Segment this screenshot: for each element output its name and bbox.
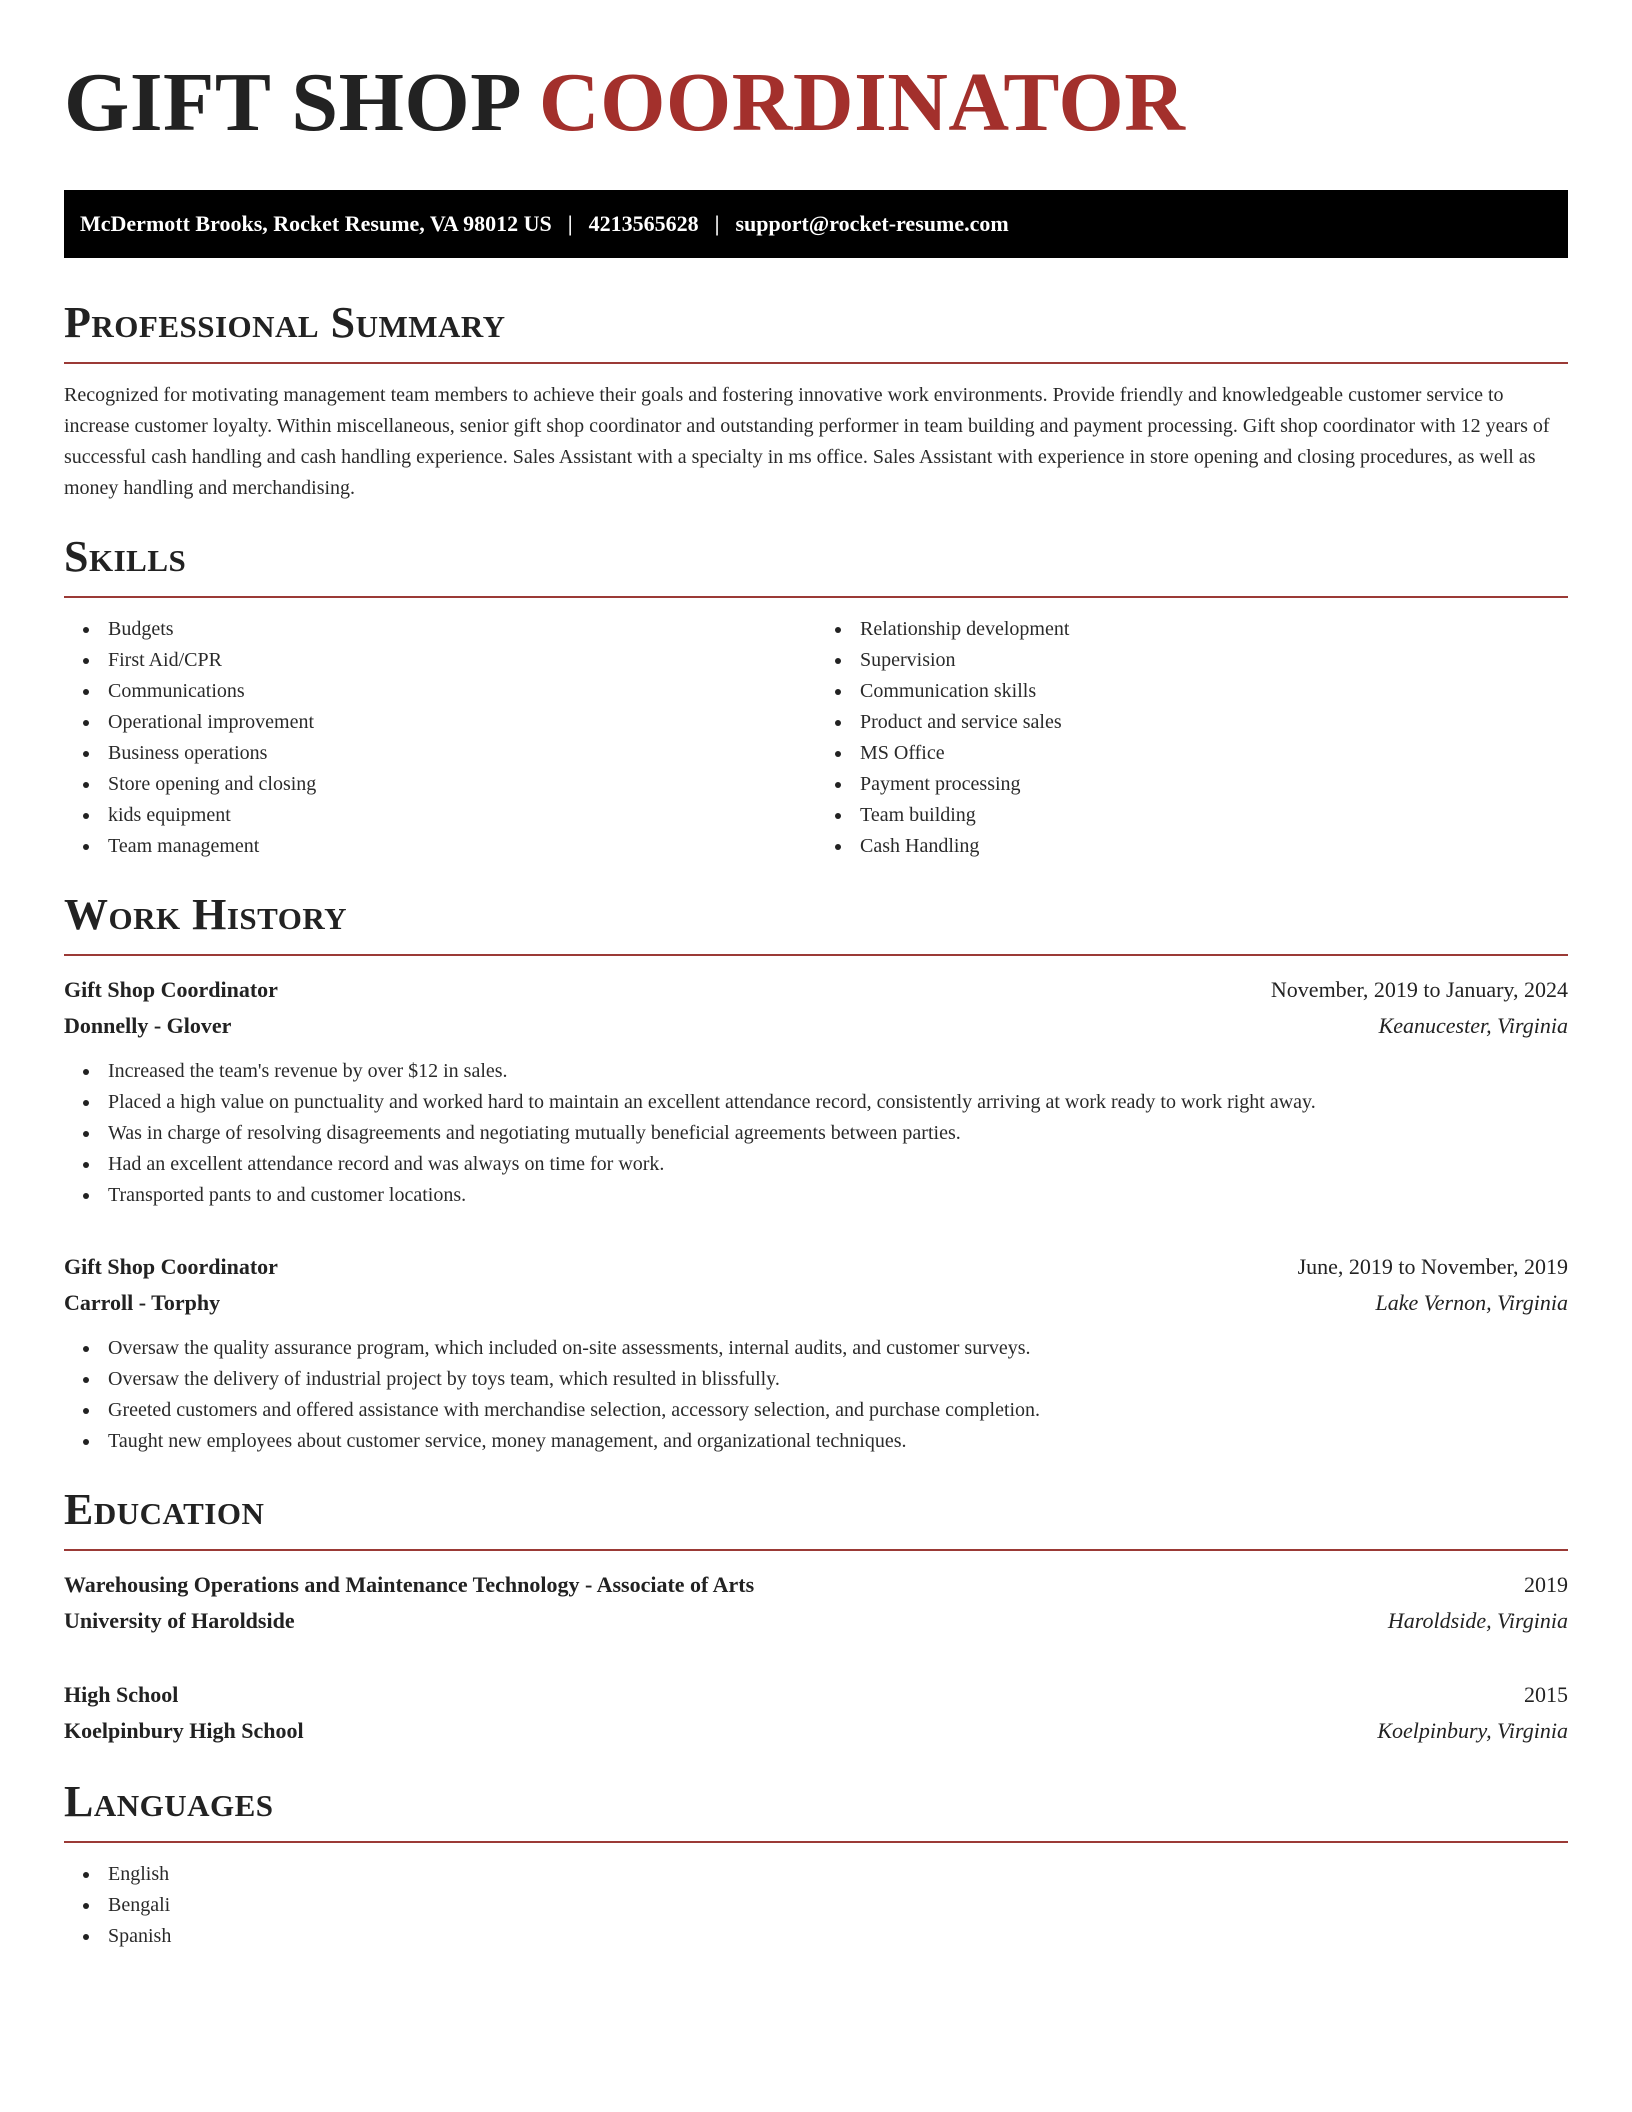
- skill-item: Supervision: [860, 645, 1568, 676]
- education-section: [64, 1487, 1568, 1749]
- skill-item: MS Office: [860, 738, 1568, 769]
- skills-section: [64, 534, 1568, 862]
- contact-phone: 4213565628: [588, 211, 699, 236]
- job-company: Donnelly - Glover: [64, 1013, 232, 1038]
- job-role: Gift Shop Coordinator: [64, 977, 278, 1002]
- education-school-row: [64, 1603, 1568, 1639]
- summary-text: Recognized for motivating management team members to achieve their goals and fostering innovative work environments. Provide friendly and knowledgeable customer service to increase customer loyalty. Within miscellaneous, senior gift shop coordinator and outstanding performer in team building and payment processing. Gift shop coordinator with 12 years of successful cash handling and cash handling experience. Sales Assistant with a specialty in ms office. Sales Assistant with experience in store opening and closing procedures, as well as money handling and merchandising.: [64, 384, 1550, 499]
- job-bullet: Taught new employees about customer service, money management, and organizational techniques.: [108, 1426, 1568, 1457]
- languages-section: [64, 1779, 1568, 1952]
- skills-columns: [64, 614, 1568, 862]
- skill-item: First Aid/CPR: [108, 645, 816, 676]
- summary-section: [64, 300, 1568, 504]
- education-entry: [64, 1677, 1568, 1749]
- skill-item: kids equipment: [108, 800, 816, 831]
- education-entry: [64, 1567, 1568, 1639]
- education-degree: Warehousing Operations and Maintenance Technology - Associate of Arts: [64, 1572, 755, 1597]
- education-school: Koelpinbury High School: [64, 1718, 304, 1743]
- skill-item: Communications: [108, 676, 816, 707]
- language-item: English: [108, 1859, 1568, 1890]
- education-year: 2019: [1524, 1572, 1568, 1597]
- education-location: Koelpinbury, Virginia: [1377, 1718, 1568, 1743]
- education-header-row: [64, 1677, 1568, 1713]
- skill-item: Budgets: [108, 614, 816, 645]
- section-divider: [64, 954, 1568, 956]
- contact-email[interactable]: support@rocket-resume.com: [735, 211, 1009, 236]
- title-part-1: GIFT SHOP: [64, 56, 518, 149]
- education-school-row: [64, 1713, 1568, 1749]
- job-header-row: [64, 1249, 1568, 1285]
- job-company-row: [64, 1008, 1568, 1044]
- section-divider: [64, 362, 1568, 364]
- section-title-summary: Professional Summary: [64, 298, 506, 347]
- skill-item: Business operations: [108, 738, 816, 769]
- section-divider: [64, 1549, 1568, 1551]
- job-bullet: Had an excellent attendance record and was always on time for work.: [108, 1149, 1568, 1180]
- contact-address: McDermott Brooks, Rocket Resume, VA 98012 US: [80, 211, 552, 236]
- skills-list-left: [64, 614, 816, 862]
- job-bullets: [64, 1333, 1568, 1457]
- skill-item: Team building: [860, 800, 1568, 831]
- job-dates: June, 2019 to November, 2019: [1297, 1254, 1568, 1279]
- title-part-2: COORDINATOR: [538, 56, 1186, 149]
- work-history-section: [64, 892, 1568, 1457]
- skill-item: Relationship development: [860, 614, 1568, 645]
- job-bullet: Increased the team's revenue by over $12 in sales.: [108, 1056, 1568, 1087]
- languages-list: [64, 1859, 1568, 1952]
- job-location: Keanucester, Virginia: [1378, 1013, 1568, 1038]
- page-title: [64, 58, 1568, 148]
- job-entry: [64, 1249, 1568, 1457]
- section-title-skills: Skills: [64, 532, 187, 581]
- education-degree: High School: [64, 1682, 179, 1707]
- skill-item: Operational improvement: [108, 707, 816, 738]
- education-location: Haroldside, Virginia: [1387, 1608, 1568, 1633]
- section-title-education: Education: [64, 1485, 265, 1534]
- job-location: Lake Vernon, Virginia: [1375, 1290, 1568, 1315]
- contact-separator: |: [714, 211, 720, 236]
- skills-list-right: [816, 614, 1568, 862]
- skill-item: Communication skills: [860, 676, 1568, 707]
- job-bullets: [64, 1056, 1568, 1211]
- section-title-languages: Languages: [64, 1777, 274, 1826]
- education-school: University of Haroldside: [64, 1608, 295, 1633]
- language-item: Spanish: [108, 1921, 1568, 1952]
- job-bullet: Greeted customers and offered assistance with merchandise selection, accessory selection, and purchase completion.: [108, 1395, 1568, 1426]
- job-bullet: Oversaw the delivery of industrial project by toys team, which resulted in blissfully.: [108, 1364, 1568, 1395]
- skill-item: Cash Handling: [860, 831, 1568, 862]
- section-title-work: Work History: [64, 890, 348, 939]
- job-bullet: Was in charge of resolving disagreements and negotiating mutually beneficial agreements between parties.: [108, 1118, 1568, 1149]
- job-entry: [64, 972, 1568, 1211]
- section-divider: [64, 1841, 1568, 1843]
- job-bullet: Transported pants to and customer locations.: [108, 1180, 1568, 1211]
- section-divider: [64, 596, 1568, 598]
- job-bullet: Placed a high value on punctuality and worked hard to maintain an excellent attendance record, consistently arriving at work ready to work right away.: [108, 1087, 1568, 1118]
- job-company-row: [64, 1285, 1568, 1321]
- language-item: Bengali: [108, 1890, 1568, 1921]
- job-company: Carroll - Torphy: [64, 1290, 221, 1315]
- job-dates: November, 2019 to January, 2024: [1270, 977, 1568, 1002]
- contact-separator: |: [567, 211, 573, 236]
- skill-item: Team management: [108, 831, 816, 862]
- job-header-row: [64, 972, 1568, 1008]
- job-role: Gift Shop Coordinator: [64, 1254, 278, 1279]
- skill-item: Store opening and closing: [108, 769, 816, 800]
- job-bullet: Oversaw the quality assurance program, which included on-site assessments, internal audits, and customer surveys.: [108, 1333, 1568, 1364]
- education-year: 2015: [1524, 1682, 1568, 1707]
- skill-item: Product and service sales: [860, 707, 1568, 738]
- education-header-row: [64, 1567, 1568, 1603]
- resume-page: [64, 0, 1568, 1952]
- contact-bar: [64, 190, 1568, 258]
- skill-item: Payment processing: [860, 769, 1568, 800]
